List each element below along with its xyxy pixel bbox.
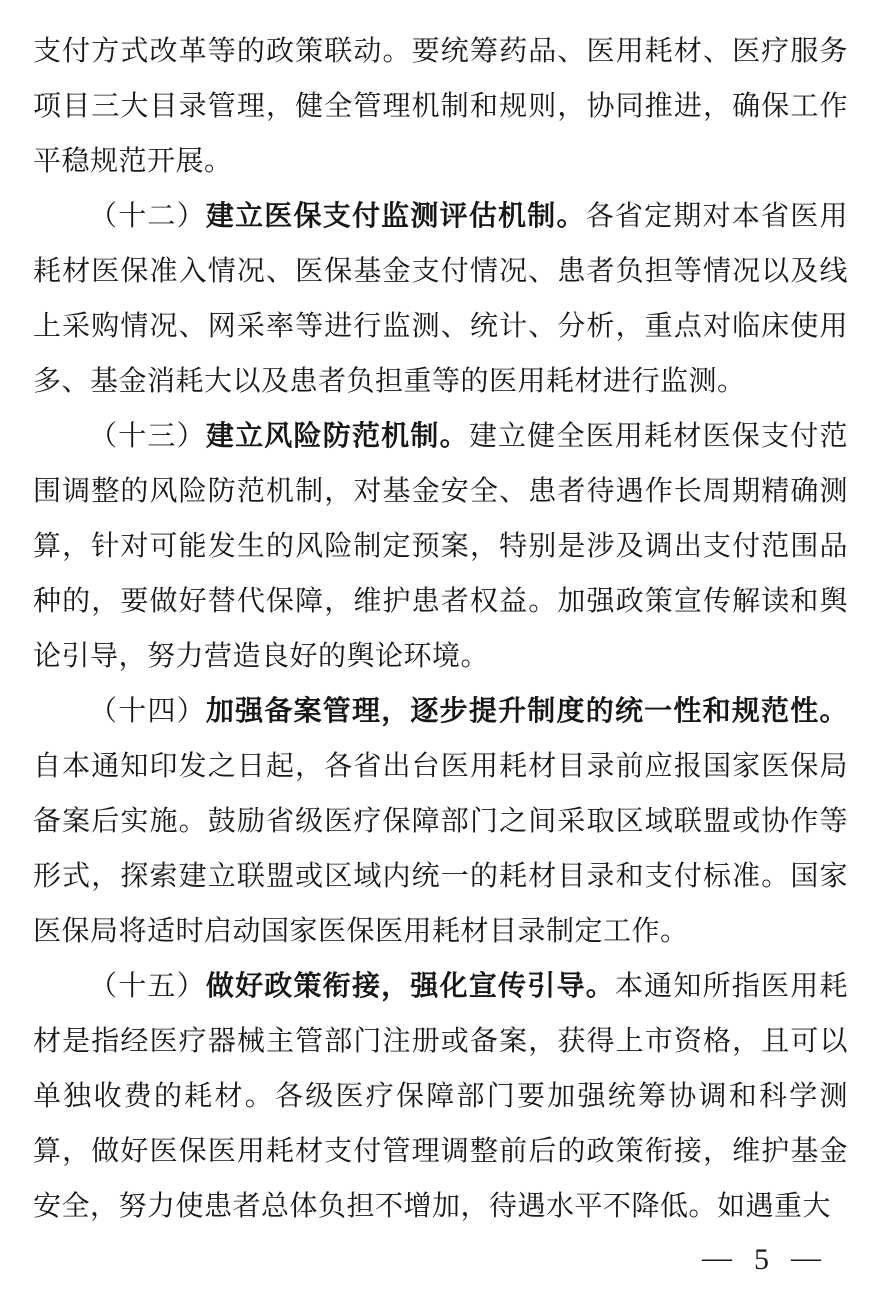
paragraph-heading-segment: 加强备案管理，逐步提升制度的统一性和规范性。 (205, 696, 848, 727)
paragraph (33, 684, 848, 959)
page-number: 5 (754, 1243, 769, 1276)
paragraph (33, 24, 848, 189)
paragraph-heading-segment: 建立风险防范机制。 (205, 421, 469, 452)
paragraph-heading-segment: 建立医保支付监测评估机制。 (205, 201, 586, 232)
page-footer (702, 1243, 821, 1277)
footer-dash-right: — (791, 1241, 821, 1274)
paragraph-text-segment: （十五） (89, 971, 206, 1002)
paragraph (33, 189, 848, 409)
paragraph-text-segment: （十二） (89, 201, 206, 232)
paragraph (33, 959, 848, 1234)
paragraph (33, 409, 848, 684)
paragraph-text-segment: 自本通知印发之日起，各省出台医用耗材目录前应报国家医保局备案后实施。鼓励省级医疗保障部门之间采取区域联盟或协作等形式，探索建立联盟或区域内统一的耗材目录和支付标准。国家医保局将适时启动国家医保医用耗材目录制定工作。 (33, 751, 848, 947)
document-body (33, 24, 848, 1234)
paragraph-text-segment: 支付方式改革等的政策联动。要统筹药品、医用耗材、医疗服务项目三大目录管理，健全管理机制和规则，协同推进，确保工作平稳规范开展。 (33, 36, 848, 177)
paragraph-text-segment: 建立健全医用耗材医保支付范围调整的风险防范机制，对基金安全、患者待遇作长周期精确测算，针对可能发生的风险制定预案，特别是涉及调出支付范围品种的，要做好替代保障，维护患者权益。加强政策宣传解读和舆论引导，努力营造良好的舆论环境。 (33, 421, 848, 672)
footer-dash-left: — (702, 1241, 732, 1274)
paragraph-text-segment: （十三） (89, 421, 206, 452)
paragraph-text-segment: （十四） (89, 696, 206, 727)
paragraph-text-segment: 本通知所指医用耗材是指经医疗器械主管部门注册或备案，获得上市资格，且可以单独收费的耗材。各级医疗保障部门要加强统筹协调和科学测算，做好医保医用耗材支付管理调整前后的政策衔接，维护基金安全，努力使患者总体负担不增加，待遇水平不降低。如遇重大 (33, 971, 848, 1222)
paragraph-text-segment: 各省定期对本省医用耗材医保准入情况、医保基金支付情况、患者负担等情况以及线上采购情况、网采率等进行监测、统计、分析，重点对临床使用多、基金消耗大以及患者负担重等的医用耗材进行监测。 (33, 201, 848, 397)
paragraph-heading-segment: 做好政策衔接，强化宣传引导。 (205, 971, 615, 1002)
